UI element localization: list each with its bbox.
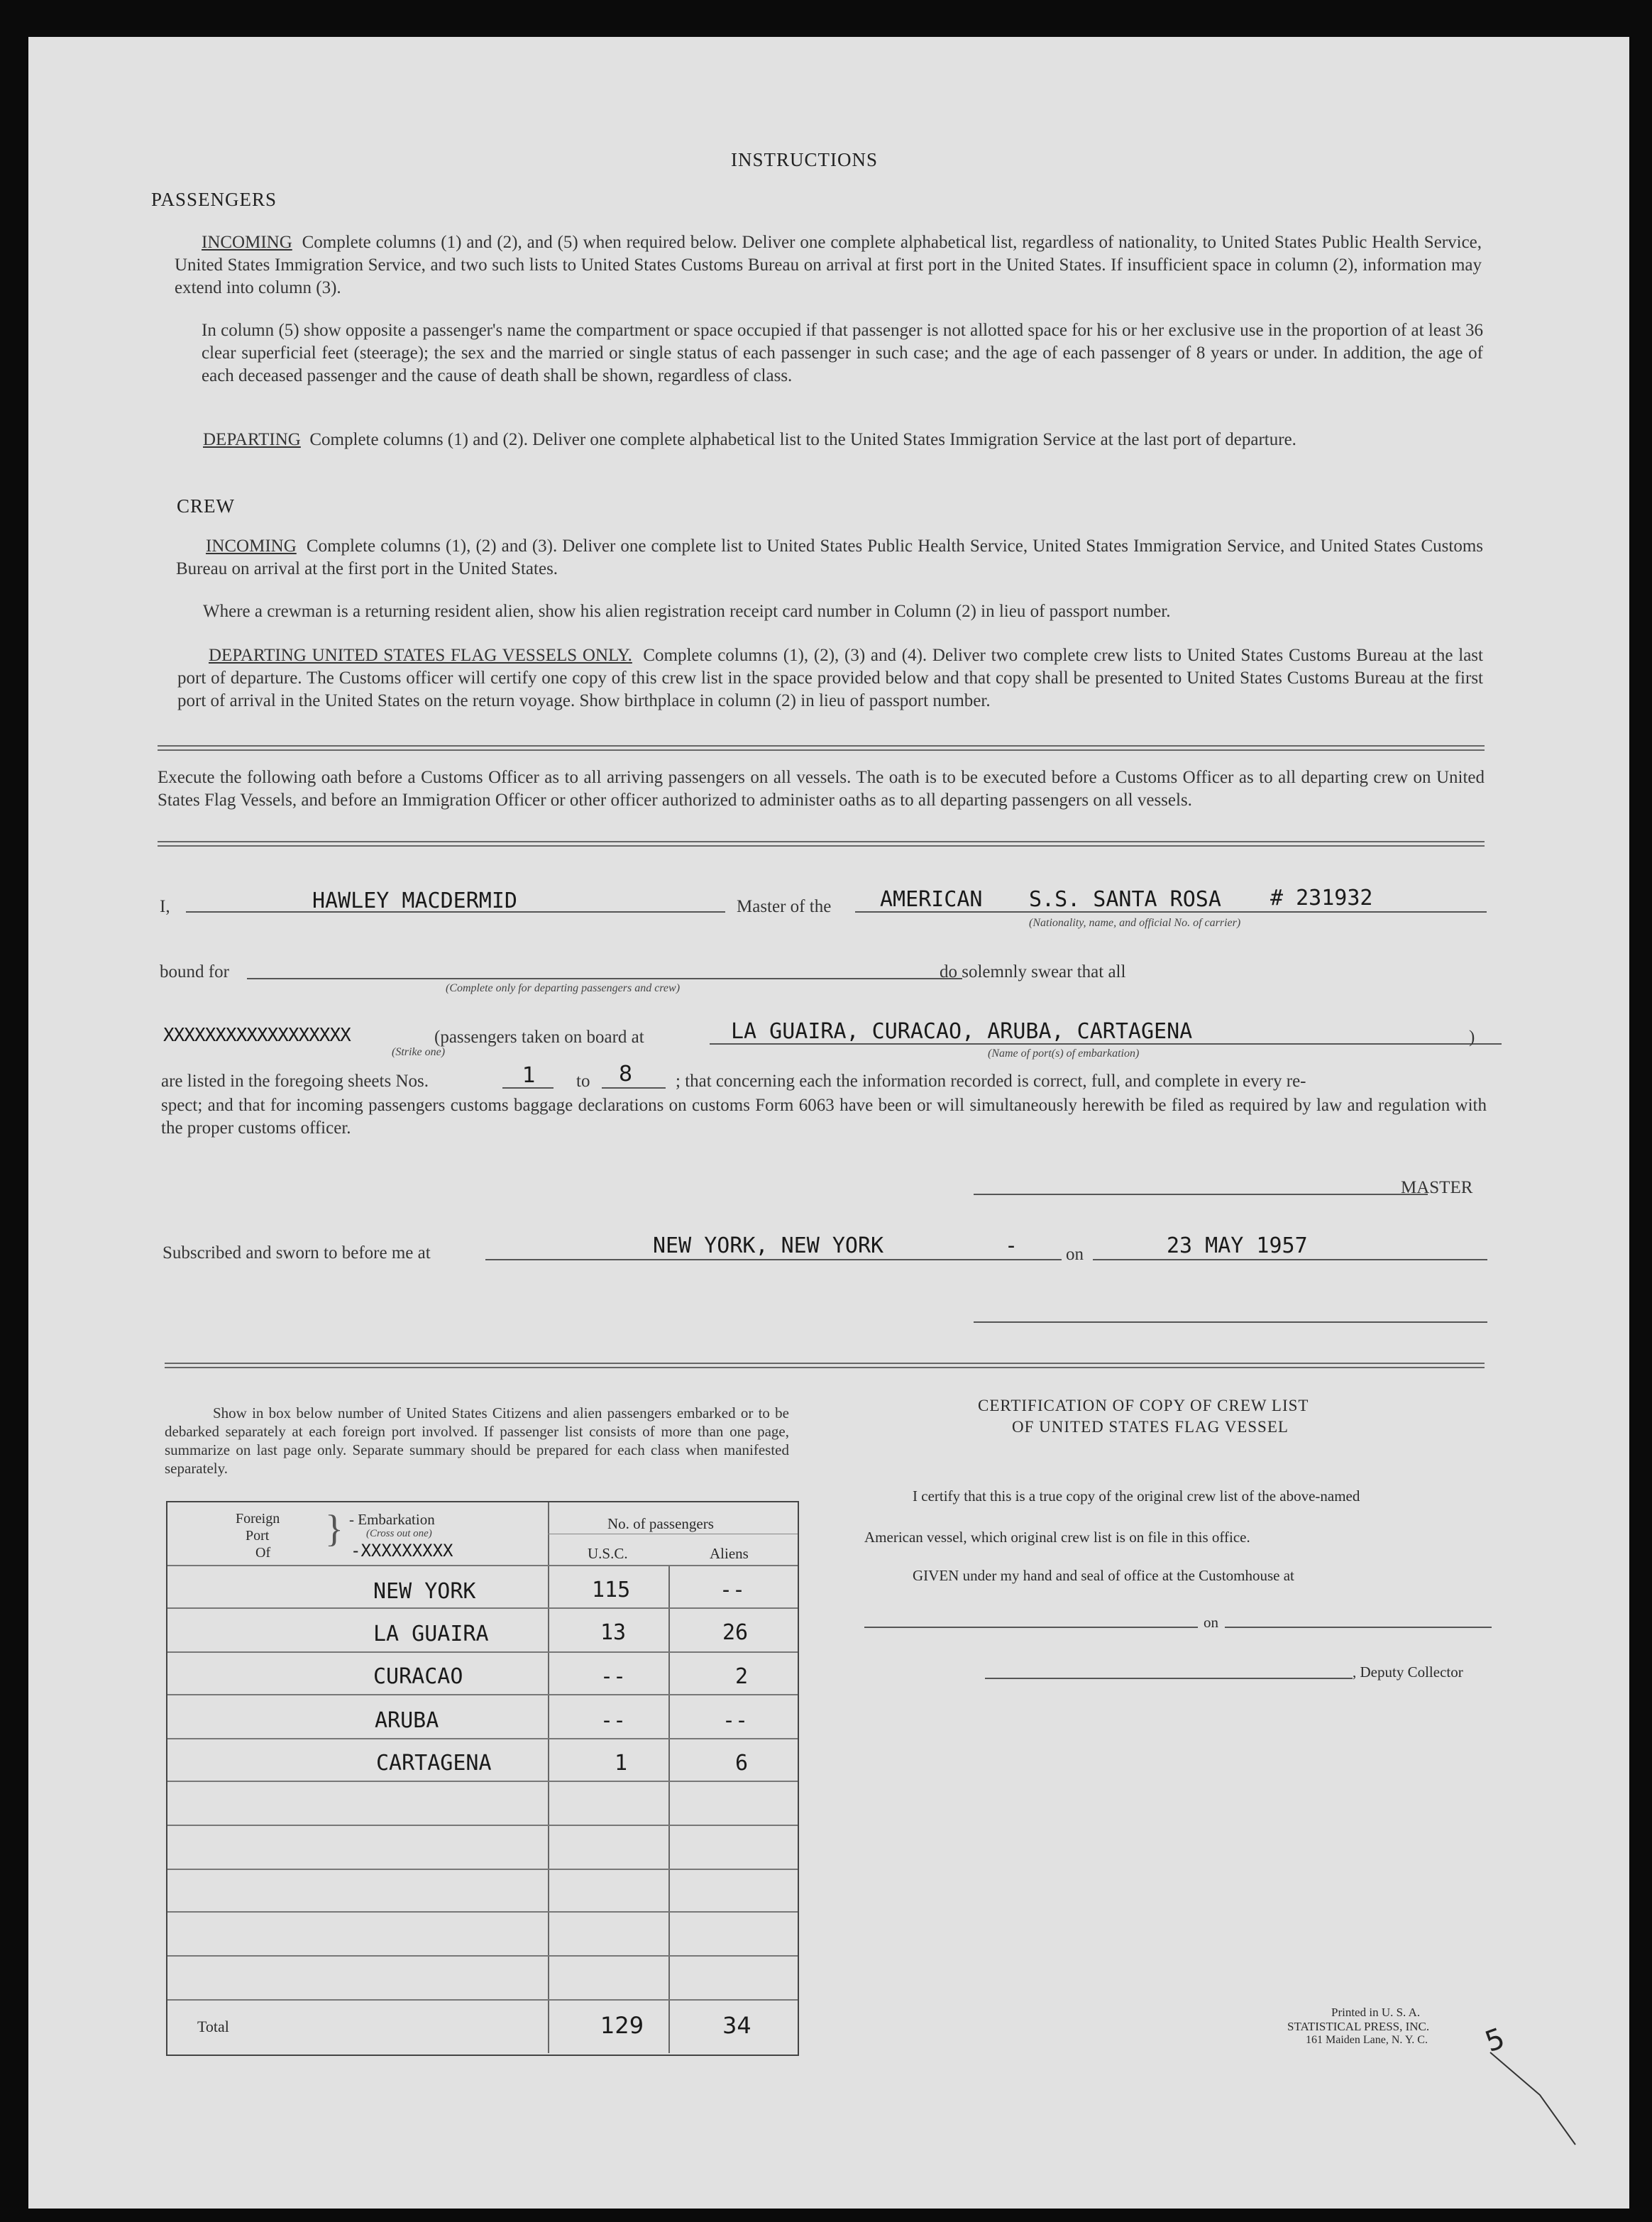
foreign-port-label-1: Foreign: [236, 1511, 280, 1527]
passengers-heading: PASSENGERS: [151, 189, 277, 210]
departing-passengers-paragraph: [175, 429, 1482, 451]
sheet-to: 8: [619, 1062, 633, 1087]
taken-on-board-label: (passengers taken on board at: [434, 1028, 644, 1047]
carrier-nationality: AMERICAN: [880, 887, 983, 912]
usc-header: U.S.C.: [588, 1545, 628, 1562]
row-divider: [167, 1781, 798, 1782]
total-usc: 129: [600, 2012, 644, 2039]
bound-for-caption: (Complete only for departing passengers and crew): [446, 982, 681, 994]
sworn-date: 23 MAY 1957: [1167, 1233, 1308, 1258]
carrier-official-number: # 231932: [1270, 886, 1373, 911]
total-aliens: 34: [722, 2012, 751, 2039]
departing-text: Complete columns (1) and (2). Deliver one complete alphabetical list to the United States Immigration Service at the last port of departure.: [309, 430, 1296, 449]
printer-line-3: 161 Maiden Lane, N. Y. C.: [1306, 2034, 1428, 2046]
usc-cell: 115: [592, 1578, 631, 1602]
port-cell: LA GUAIRA: [373, 1622, 489, 1646]
aliens-cell: --: [720, 1578, 746, 1602]
printer-line-1: Printed in U. S. A.: [1331, 2006, 1421, 2019]
crew-incoming-text: Complete columns (1), (2) and (3). Deliver one complete list to United States Public Health Service, United States Immigration Service, and United States Customs Bureau on arrival at the first port in the United States.: [176, 537, 1483, 578]
aliens-cell: 6: [735, 1751, 749, 1776]
listed-text-2: spect; and that for incoming passengers customs baggage declarations on customs Form 6063 have been or will simultaneously herewith be filed as required by law and regulation with the proper customs officer.: [161, 1096, 1487, 1138]
customhouse-line: [864, 1627, 1198, 1628]
document-sheet: [28, 37, 1629, 2209]
certification-title-1: CERTIFICATION OF COPY OF CREW LIST: [978, 1397, 1309, 1414]
officer-signature-line: [974, 1321, 1487, 1323]
summary-note: Show in box below number of United States Citizens and alien passengers embarked or to be debarked separately at each foreign port involved. If passenger list consists of more than one page, summarize on last page only. Separate summary should be prepared for each class when manifested separately.: [165, 1404, 789, 1477]
port-cell: ARUBA: [375, 1708, 439, 1733]
foreign-port-label-2: Port: [246, 1528, 270, 1544]
row-divider: [167, 1738, 798, 1739]
carrier-vessel-name: S.S. SANTA ROSA: [1029, 887, 1221, 912]
close-paren: ): [1469, 1028, 1475, 1047]
sworn-place: NEW YORK, NEW YORK: [653, 1233, 884, 1258]
certification-on-label: on: [1204, 1614, 1218, 1631]
passenger-summary-table: [166, 1501, 799, 2056]
usc-cell: 1: [615, 1751, 628, 1776]
on-label: on: [1066, 1245, 1084, 1264]
port-cell: CARTAGENA: [376, 1751, 492, 1776]
printer-line-2: STATISTICAL PRESS, INC.: [1287, 2020, 1430, 2033]
sworn-date-line: [1093, 1259, 1487, 1260]
port-cell: NEW YORK: [373, 1579, 476, 1604]
header-divider: [167, 1565, 798, 1566]
aliens-cell: 26: [722, 1620, 749, 1645]
departing-flag-text: Complete columns (1), (2), (3) and (4). Deliver two complete crew lists to United States Customs Bureau at the last port of departure. The Customs officer will certify one copy of this crew list in the space provided below and that copy shall be presented to United States Customs Bureau at the first port of arrival in the United States on the return voyage. Show birthplace in column (2) in lieu of passport number.: [177, 646, 1483, 710]
oath-i-label: I,: [160, 897, 170, 916]
departing-flag-paragraph: [177, 644, 1483, 713]
row-divider: [167, 1911, 798, 1913]
certification-text-2: American vessel, which original crew list is on file in this office.: [864, 1529, 1250, 1546]
master-name: HAWLEY MACDERMID: [312, 889, 517, 913]
struck-crew-text: XXXXXXXXXXXXXXXXXX: [163, 1025, 351, 1046]
aliens-cell: 2: [735, 1664, 749, 1689]
struck-debarkation: -XXXXXXXXX: [351, 1541, 453, 1561]
row-divider: [167, 1869, 798, 1870]
divider: [158, 745, 1485, 751]
departing-label: DEPARTING: [203, 430, 301, 449]
column-divider: [548, 1502, 549, 2053]
strike-caption: (Strike one): [392, 1046, 446, 1058]
crew-heading: CREW: [177, 495, 235, 517]
embarkation-ports: LA GUAIRA, CURACAO, ARUBA, CARTAGENA: [731, 1019, 1193, 1044]
no-passengers-label: No. of passengers: [607, 1515, 714, 1532]
dash-mark: -: [1005, 1233, 1018, 1258]
listed-label: are listed in the foregoing sheets Nos.: [161, 1072, 429, 1091]
ports-caption: (Name of port(s) of embarkation): [988, 1047, 1140, 1060]
brace-mark: }: [325, 1507, 343, 1550]
embarkation-label: - Embarkation: [349, 1511, 435, 1528]
incoming-text: Complete columns (1) and (2), and (5) when required below. Deliver one complete alphabetical list, regardless of nationality, to United States Public Health Service, United States Immigration Service, and two such lists to United States Customs Bureau on arrival at first port in the United States. If insufficient space in column (2), information may extend into column (3).: [175, 233, 1482, 297]
incoming-label: INCOMING: [202, 233, 292, 252]
row-divider: [167, 1955, 798, 1957]
oath-intro-paragraph: Execute the following oath before a Customs Officer as to all arriving passengers on all vessels. The oath is to be executed before a Customs Officer as to all departing crew on United States Flag Vessels, and before an Immigration Officer or other officer authorized to administer oaths as to all departing passengers on all vessels.: [158, 768, 1485, 810]
master-signature-line: [974, 1194, 1428, 1195]
port-cell: CURACAO: [373, 1664, 463, 1689]
total-label: Total: [197, 2018, 229, 2035]
pencil-stroke: [1483, 2045, 1582, 2152]
bound-for-label: bound for: [160, 962, 229, 981]
instructions-title: INSTRUCTIONS: [731, 149, 879, 170]
master-of-label: Master of the: [737, 897, 832, 916]
sworn-place-line: [485, 1259, 1062, 1260]
listed-text-1: ; that concerning each the information recorded is correct, full, and complete in every re-: [676, 1072, 1306, 1091]
deputy-collector-label: , Deputy Collector: [1353, 1663, 1463, 1681]
swear-label: do solemnly swear that all: [940, 962, 1126, 981]
row-divider: [167, 1651, 798, 1653]
crew-incoming-paragraph: [176, 535, 1483, 581]
row-divider: [167, 1825, 798, 1826]
aliens-header: Aliens: [710, 1545, 749, 1562]
cross-out-caption: (Cross out one): [366, 1528, 432, 1539]
row-divider: [167, 1607, 798, 1609]
usc-cell: --: [600, 1708, 627, 1733]
page-number-mark: 5: [1480, 2022, 1509, 2059]
subscribed-label: Subscribed and sworn to before me at: [163, 1243, 431, 1263]
master-label: MASTER: [1401, 1178, 1473, 1197]
departing-flag-label: DEPARTING UNITED STATES FLAG VESSELS ONLY.: [209, 646, 632, 665]
usc-cell: --: [600, 1664, 627, 1689]
column5-paragraph: In column (5) show opposite a passenger's name the compartment or space occupied if that passenger is not allotted space for his or her exclusive use in the proportion of at least 36 clear superficial feet (steerage); the sex and the married or single status of each passenger in such case; and the age of each passenger of 8 years or under. In addition, the age of each deceased passenger and the cause of death shall be shown, regardless of class.: [202, 321, 1483, 385]
given-text: GIVEN under my hand and seal of office at the Customhouse at: [913, 1567, 1294, 1584]
divider: [158, 841, 1485, 847]
crewman-paragraph: Where a crewman is a returning resident alien, show his alien registration receipt card number in Column (2) in lieu of passport number.: [203, 602, 1171, 621]
bound-for-line: [247, 978, 962, 979]
deputy-collector-line: [985, 1678, 1353, 1679]
usc-cell: 13: [600, 1620, 627, 1645]
certification-title-2: OF UNITED STATES FLAG VESSEL: [1012, 1418, 1289, 1436]
to-label: to: [576, 1072, 590, 1091]
row-divider: [167, 1694, 798, 1695]
carrier-caption: (Nationality, name, and official No. of carrier): [1029, 917, 1241, 929]
row-divider: [167, 1999, 798, 2001]
incoming-passengers-paragraph: [175, 231, 1482, 299]
crew-incoming-label: INCOMING: [206, 537, 297, 556]
sheet-from: 1: [522, 1063, 536, 1088]
sheet-to-line: [602, 1087, 666, 1089]
foreign-port-label-3: Of: [255, 1545, 271, 1561]
divider: [165, 1363, 1485, 1368]
certification-date-line: [1225, 1627, 1492, 1628]
column-divider: [668, 1565, 670, 2053]
aliens-cell: --: [722, 1708, 749, 1733]
certification-text-1: I certify that this is a true copy of the original crew list of the above-named: [913, 1487, 1360, 1505]
